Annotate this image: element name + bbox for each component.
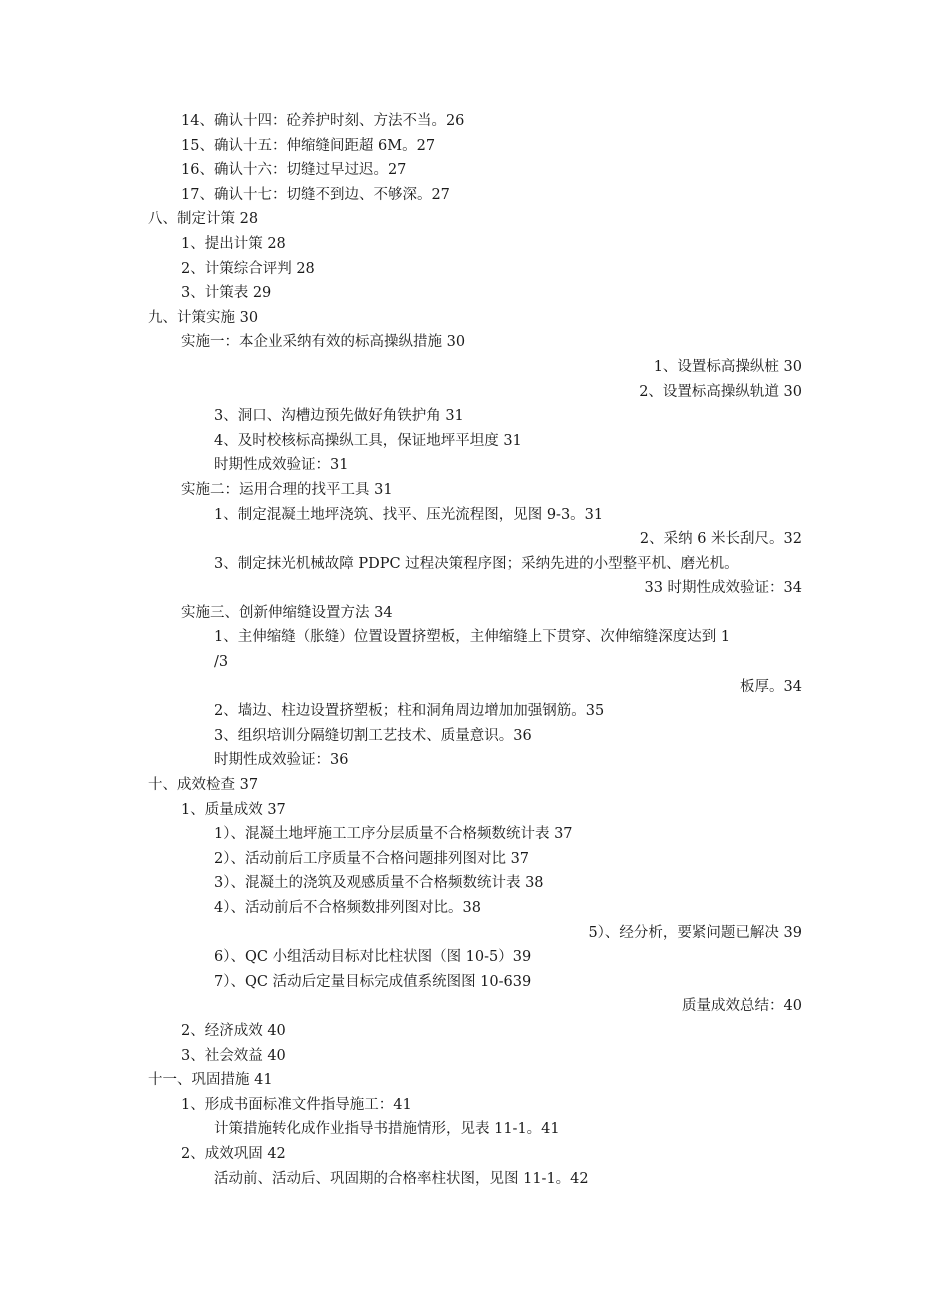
toc-entry: /3 xyxy=(214,654,229,671)
toc-entry: 时期性成效验证：31 xyxy=(214,457,349,474)
toc-entry: 1）、混凝土地坪施工工序分层质量不合格频数统计表 37 xyxy=(214,826,573,843)
toc-entry: 1、主伸缩缝（胀缝）位置设置挤塑板，主伸缩缝上下贯穿、次伸缩缝深度达到 1 xyxy=(214,629,731,646)
toc-entry: 1、提出计策 28 xyxy=(181,235,286,252)
toc-entry: 5）、经分析，要紧问题已解决 39 xyxy=(588,924,802,941)
toc-entry: 1、形成书面标准文件指导施工：41 xyxy=(181,1096,412,1113)
toc-entry: 十一、巩固措施 41 xyxy=(148,1072,273,1089)
toc-entry: 时期性成效验证：36 xyxy=(214,752,349,769)
toc-entry: 2、采纳 6 米长刮尺。32 xyxy=(639,531,802,548)
toc-entry: 2、墙边、柱边设置挤塑板；柱和洞角周边增加加强钢筋。35 xyxy=(214,703,605,720)
toc-entry: 板厚。34 xyxy=(740,678,802,695)
toc-entry: 活动前、活动后、巩固期的合格率柱状图，见图 11-1。42 xyxy=(214,1170,589,1187)
toc-entry: 15、确认十五：伸缩缝间距超 6M。27 xyxy=(181,137,436,154)
toc-entry: 十、成效检查 37 xyxy=(148,777,259,794)
toc-entry: 3、制定抹光机械故障 PDPC 过程决策程序图；采纳先进的小型整平机、磨光机。 xyxy=(214,555,739,572)
toc-entry: 3、计策表 29 xyxy=(181,285,272,302)
toc-entry: 1、设置标高操纵桩 30 xyxy=(653,358,802,375)
toc-entry: 3、组织培训分隔缝切割工艺技术、质量意识。36 xyxy=(214,727,532,744)
toc-entry: 2）、活动前后工序质量不合格问题排列图对比 37 xyxy=(214,850,530,867)
table-of-contents xyxy=(0,109,950,1191)
toc-entry: 实施一：本企业采纳有效的标高操纵措施 30 xyxy=(181,334,466,351)
toc-entry: 16、确认十六：切缝过早过迟。27 xyxy=(181,162,407,179)
toc-entry: 3、社会效益 40 xyxy=(181,1047,286,1064)
toc-entry: 2、计策综合评判 28 xyxy=(181,260,315,277)
toc-entry: 1、质量成效 37 xyxy=(181,801,286,818)
toc-entry: 3、洞口、沟槽边预先做好角铁护角 31 xyxy=(214,408,464,425)
toc-entry: 6）、QC 小组活动目标对比柱状图（图 10-5）39 xyxy=(214,949,532,966)
toc-entry: 17、确认十七：切缝不到边、不够深。27 xyxy=(181,186,450,203)
toc-entry: 4）、活动前后不合格频数排列图对比。38 xyxy=(214,900,481,916)
toc-entry: 九、计策实施 30 xyxy=(148,309,259,326)
toc-entry: 1、制定混凝土地坪浇筑、找平、压光流程图，见图 9-3。31 xyxy=(214,506,604,523)
toc-entry: 7）、QC 活动后定量目标完成值系统图图 10-639 xyxy=(214,973,532,990)
toc-entry: 实施三、创新伸缩缝设置方法 34 xyxy=(181,604,393,621)
toc-entry: 2、设置标高操纵轨道 30 xyxy=(639,383,802,400)
toc-entry: 八、制定计策 28 xyxy=(148,211,259,228)
toc-entry: 质量成效总结：40 xyxy=(682,998,802,1015)
toc-entry: 计策措施转化成作业指导书措施情形，见表 11-1。41 xyxy=(214,1121,560,1138)
toc-entry: 3）、混凝土的浇筑及观感质量不合格频数统计表 38 xyxy=(214,875,544,892)
toc-entry: 33 时期性成效验证：34 xyxy=(644,580,802,597)
toc-entry: 实施二：运用合理的找平工具 31 xyxy=(181,481,393,498)
toc-entry: 4、及时校核标高操纵工具，保证地坪平坦度 31 xyxy=(214,432,522,449)
toc-entry: 2、经济成效 40 xyxy=(181,1022,286,1039)
toc-entry: 2、成效巩固 42 xyxy=(181,1145,286,1162)
toc-entry: 14、确认十四：砼养护时刻、方法不当。26 xyxy=(181,113,465,129)
